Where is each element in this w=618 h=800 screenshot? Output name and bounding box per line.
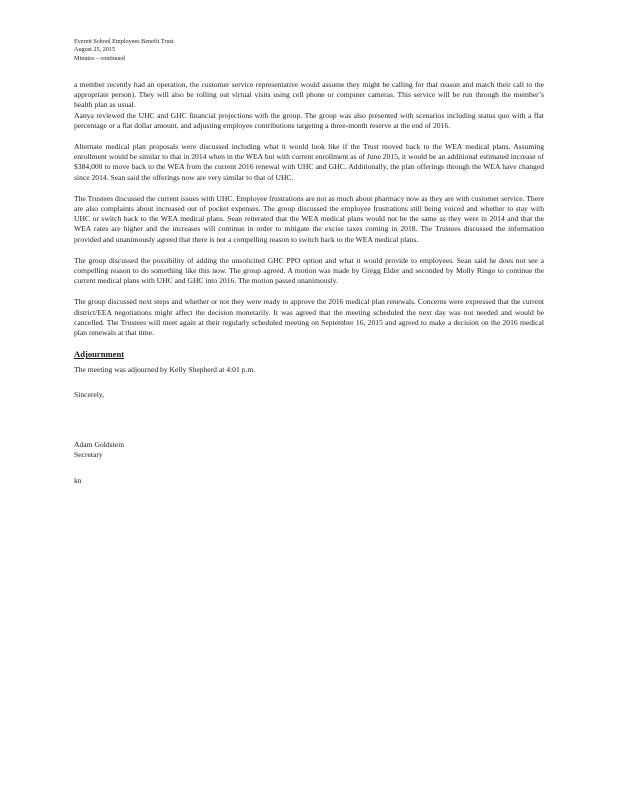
paragraph-virtual-visits: a member recently had an operation, the customer service representative would assume they might be calling for that reason and match their call to the appropriate person). They will also be rolling out virtual visits using cell phone or computer cameras. This service will be run through the member’s health plan as usual. [74,80,544,110]
paragraph-alternate-proposals: Alternate medical plan proposals were discussed including what it would look like if the Trust moved back to the WEA medical plans. Assuming enrollment would be similar to that in 2014 when in the WEA but with current enrollment as of June 2015, it would be an additional estimated increase of $384,000 to move back to the WEA from the current 2016 renewal with UHC and GHC. Additionally, the plan offerings through the WEA have changed since 2014. Sean said the offerings now are very similar to that of UHC. [74,142,544,182]
header-label: Minutes – continued [74,54,125,62]
header-date: August 25, 2015 [74,46,116,54]
paragraph-ppo-option: The group discussed the possibility of adding the unsolicited GHC PPO option and what it would provide to employees. Sean said he does not see a compelling reason to do something like this now. The group agreed. A motion was made by Gregg Elder and seconded by Molly Ringo to continue the current medical plans with UHC and GHC into 2016. The motion passed unanimously. [74,255,544,286]
paragraph-uhc-issues: The Trustees discussed the current issues with UHC. Employee frustrations are not as much about pharmacy now as they are with customer service. There are also complaints about increased out of pocket expenses. The group discussed the employee frustrations still being voiced and whether to stay with UHC or switch back to the WEA medical plans. Sean reiterated that the WEA medical plans would not be the same as they were in 2014 and that the WEA rates are higher and the increases will continue in order to mitigate the excise taxes coming in 2018. The Trustees discussed the information provided and unanimously agreed that there is not a compelling reason to switch back to the WEA medical plans. [74,193,544,244]
header-org: Everett School Employees Benefit Trust [74,38,174,45]
paragraph-financial-projections: Aanya reviewed the UHC and GHC financial projections with the group. The group was also presented with scenarios including status quo with a flat percentage or a flat dollar amount, and adjusting employee contributions targeting a three-month reserve at the end of 2016. [74,110,544,130]
page-header [74,38,174,63]
paragraph-next-steps: The group discussed next steps and whether or not they were ready to approve the 2016 medical plan renewals. Concerns were expressed that the current district/EEA negotiations might affect the decision monetarily. It was agreed that the meeting scheduled the next day was not needed and would be cancelled. The Trustees will meet again at their regularly scheduled meeting on September 16, 2015 and agreed to make a decision on the 2016 medical plan renewals at that time. [74,297,544,338]
document-body [74,80,544,486]
adjournment-text: The meeting was adjourned by Kelly Shepherd at 4:01 p.m. [74,365,256,375]
closing-salutation: Sincerely, [74,389,105,399]
signature-block [74,440,544,460]
signature-name: Adam Goldstein [74,439,124,449]
adjournment-heading: Adjournment [74,349,125,360]
signature-title: Secretary [74,450,103,460]
typist-initials: kn [74,476,82,486]
